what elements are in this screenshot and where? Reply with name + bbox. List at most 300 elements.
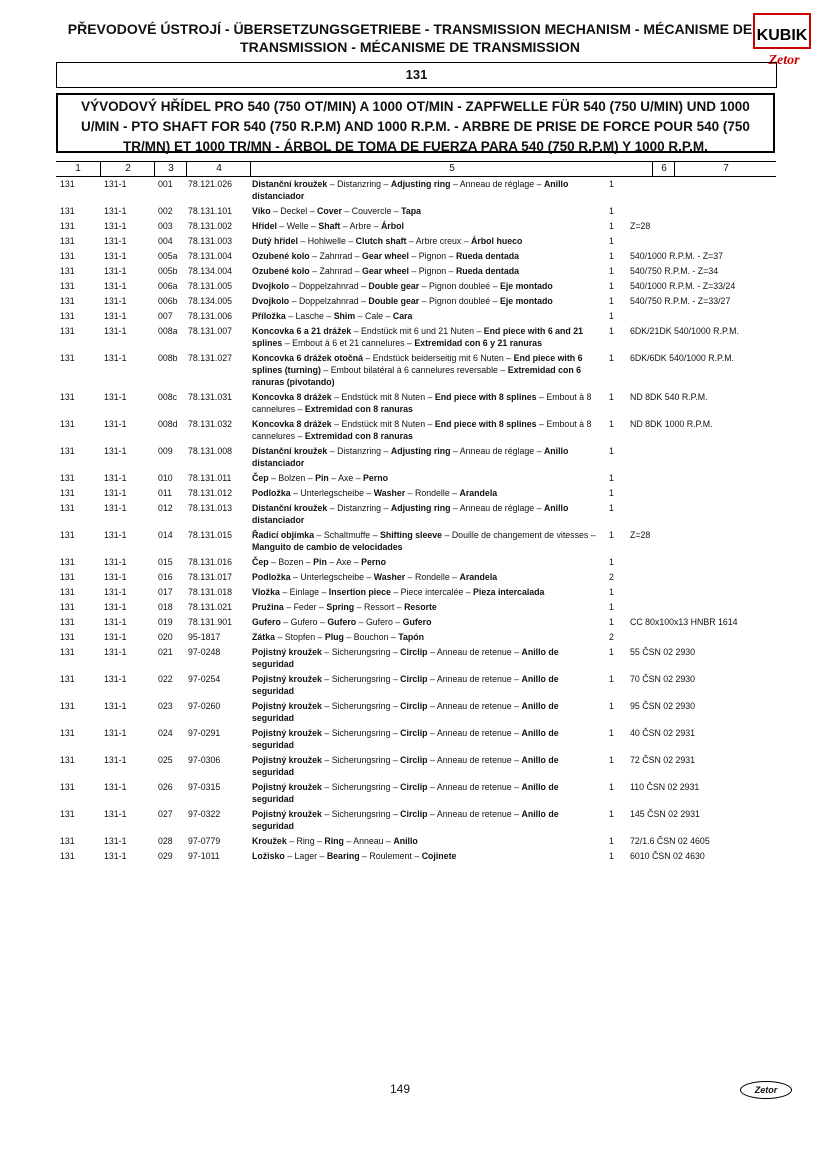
cell-quantity: 2: [609, 572, 614, 582]
cell-part-number: 97-0322: [188, 809, 221, 819]
cell-part-number: 78.134.004: [188, 266, 233, 276]
cell-part-number: 78.131.018: [188, 587, 233, 597]
cell-quantity: 1: [609, 266, 614, 276]
page-header: [60, 20, 760, 56]
cell-position: 003: [158, 221, 173, 231]
desc-es: Extremidad con 6 ranuras (pivotando): [252, 365, 582, 387]
cell-group: 131: [60, 632, 75, 642]
cell-position: 006a: [158, 281, 178, 291]
table-row: [56, 250, 776, 265]
cell-position: 005a: [158, 251, 178, 261]
desc-es: Pieza intercalada: [473, 587, 545, 597]
desc-de: Einlage: [289, 587, 320, 597]
table-row: [56, 472, 776, 487]
cell-subgroup: 131-1: [104, 503, 127, 513]
cell-subgroup: 131-1: [104, 221, 127, 231]
desc-cz: Pružina: [252, 602, 284, 612]
desc-cz: Vložka: [252, 587, 280, 597]
cell-group: 131: [60, 809, 75, 819]
cell-quantity: 2: [609, 632, 614, 642]
cell-quantity: 1: [609, 617, 614, 627]
cell-group: 131: [60, 782, 75, 792]
desc-en: Bearing: [326, 851, 360, 861]
table-row: [56, 529, 776, 556]
desc-es: Eje montado: [499, 281, 553, 291]
desc-es: Anillo de seguridad: [252, 647, 559, 669]
cell-group: 131: [60, 836, 75, 846]
cell-group: 131: [60, 674, 75, 684]
cell-group: 131: [60, 851, 75, 861]
table-row: [56, 220, 776, 235]
desc-es: Anillo de seguridad: [252, 674, 559, 696]
cell-subgroup: 131-1: [104, 836, 127, 846]
cell-description: Pojistný kroužek – Sicherungsring – Circlip – Anneau de retenue – Anillo de seguridad: [252, 809, 559, 831]
cell-note: ND 8DK 540 R.P.M.: [630, 392, 708, 402]
cell-position: 018: [158, 602, 173, 612]
title-line-1: VÝVODOVÝ HŘÍDEL PRO 540 (750 OT/MIN) A 1000 OT/MIN - ZAPFWELLE FÜR 540 (750 U/MIN) UND 1000: [81, 99, 750, 114]
cell-quantity: 1: [609, 809, 614, 819]
cell-description: Kroužek – Ring – Ring – Anneau – Anillo: [252, 836, 418, 846]
cell-note: 72/1.6 ČSN 02 4605: [630, 836, 710, 846]
cell-description: Koncovka 6 a 21 drážek – Endstück mit 6 und 21 Nuten – End piece with 6 and 21 splines – Embout à 6 et 21 cannelures – Extremidad con 6 y 21 ranuras: [252, 326, 584, 348]
cell-group: 131: [60, 326, 75, 336]
desc-es: Cojinete: [421, 851, 457, 861]
cell-note: ND 8DK 1000 R.P.M.: [630, 419, 713, 429]
cell-group: 131: [60, 392, 75, 402]
table-row: [56, 754, 776, 781]
desc-es: Resorte: [404, 602, 437, 612]
cell-subgroup: 131-1: [104, 266, 127, 276]
cell-quantity: 1: [609, 392, 614, 402]
desc-es: Anillo distanciador: [252, 179, 569, 201]
cell-position: 023: [158, 701, 173, 711]
cell-position: 005b: [158, 266, 178, 276]
desc-cz: Zátka: [252, 632, 275, 642]
desc-en: Insertion piece: [328, 587, 391, 597]
header-line-1: PŘEVODOVÉ ÚSTROJÍ - ÜBERSETZUNGSGETRIEBE - TRANSMISSION MECHANISM - MÉCANISME DE: [67, 21, 753, 37]
table-row: [56, 310, 776, 325]
cell-part-number: 95-1817: [188, 632, 221, 642]
table-row: [56, 616, 776, 631]
table-row: [56, 586, 776, 601]
desc-de: Ring: [296, 836, 315, 846]
desc-cz: Čep: [252, 473, 269, 483]
desc-cz: Hřídel: [252, 221, 277, 231]
desc-fr: Gufero: [365, 617, 393, 627]
desc-fr: Anneau: [353, 836, 384, 846]
desc-cz: Distanční kroužek: [252, 503, 328, 513]
table-row: [56, 325, 776, 352]
cell-group: 131: [60, 617, 75, 627]
desc-cz: Koncovka 6 a 21 drážek: [252, 326, 352, 336]
cell-quantity: 1: [609, 755, 614, 765]
cell-part-number: 78.131.016: [188, 557, 233, 567]
desc-cz: Gufero: [252, 617, 281, 627]
desc-es: Eje montado: [499, 296, 553, 306]
cell-quantity: 1: [609, 728, 614, 738]
col-1: 1: [75, 163, 81, 174]
cell-quantity: 1: [609, 674, 614, 684]
desc-en: Washer: [373, 572, 406, 582]
desc-de: Endstück mit 6 und 21 Nuten: [361, 326, 475, 336]
cell-subgroup: 131-1: [104, 281, 127, 291]
desc-de: Bolzen: [278, 473, 306, 483]
cell-subgroup: 131-1: [104, 236, 127, 246]
cell-description: Distanční kroužek – Distanzring – Adjusting ring – Anneau de réglage – Anillo distanciador: [252, 446, 569, 468]
desc-en: Circlip: [400, 674, 428, 684]
cell-subgroup: 131-1: [104, 728, 127, 738]
desc-fr: Ressort: [363, 602, 395, 612]
desc-cz: Pojistný kroužek: [252, 755, 322, 765]
cell-quantity: 1: [609, 206, 614, 216]
cell-group: 131: [60, 446, 75, 456]
col-6: 6: [652, 162, 675, 176]
cell-part-number: 78.131.006: [188, 311, 233, 321]
cell-position: 016: [158, 572, 173, 582]
desc-en: End piece with 8 splines: [434, 392, 537, 402]
cell-part-number: 97-0779: [188, 836, 221, 846]
desc-en: Clutch shaft: [355, 236, 407, 246]
desc-cz: Řadicí objímka: [252, 530, 315, 540]
cell-subgroup: 131-1: [104, 473, 127, 483]
desc-es: Arandela: [459, 572, 498, 582]
cell-description: Pojistný kroužek – Sicherungsring – Circlip – Anneau de retenue – Anillo de seguridad: [252, 755, 559, 777]
cell-subgroup: 131-1: [104, 602, 127, 612]
cell-position: 019: [158, 617, 173, 627]
cell-part-number: 78.121.026: [188, 179, 233, 189]
desc-de: Schaltmuffe: [323, 530, 371, 540]
cell-subgroup: 131-1: [104, 782, 127, 792]
desc-es: Anillo de seguridad: [252, 782, 559, 804]
cell-position: 027: [158, 809, 173, 819]
cell-part-number: 97-0260: [188, 701, 221, 711]
desc-en: Cover: [317, 206, 342, 216]
desc-fr: Douille de changement de vitesses: [451, 530, 589, 540]
cell-position: 008b: [158, 353, 178, 363]
desc-de: Unterlegscheibe: [300, 488, 364, 498]
cell-subgroup: 131-1: [104, 701, 127, 711]
cell-description: Čep – Bolzen – Pin – Axe – Perno: [252, 473, 388, 483]
desc-en: End piece with 8 splines: [434, 419, 537, 429]
cell-part-number: 78.131.012: [188, 488, 233, 498]
desc-cz: Koncovka 8 drážek: [252, 419, 332, 429]
cell-part-number: 97-0291: [188, 728, 221, 738]
cell-subgroup: 131-1: [104, 557, 127, 567]
desc-fr: Anneau de retenue: [436, 782, 512, 792]
desc-de: Sicherungsring: [331, 809, 391, 819]
desc-de: Lager: [294, 851, 318, 861]
page-number: 149: [390, 1082, 411, 1096]
cell-subgroup: 131-1: [104, 311, 127, 321]
table-row: [56, 673, 776, 700]
cell-note: 540/750 R.P.M. - Z=34: [630, 266, 719, 276]
col-2: 2: [100, 162, 155, 176]
cell-quantity: 1: [609, 251, 614, 261]
desc-cz: Pojistný kroužek: [252, 674, 322, 684]
desc-en: Double gear: [368, 281, 420, 291]
cell-position: 020: [158, 632, 173, 642]
desc-de: Endstück beiderseitig mit 6 Nuten: [372, 353, 504, 363]
cell-quantity: 1: [609, 530, 614, 540]
desc-cz: Koncovka 8 drážek: [252, 392, 332, 402]
cell-quantity: 1: [609, 851, 614, 861]
cell-part-number: 78.131.031: [188, 392, 233, 402]
desc-cz: Ozubené kolo: [252, 266, 310, 276]
desc-fr: Anneau de réglage: [459, 179, 535, 189]
cell-position: 026: [158, 782, 173, 792]
cell-group: 131: [60, 755, 75, 765]
col-3: 3: [154, 162, 187, 176]
cell-subgroup: 131-1: [104, 755, 127, 765]
desc-de: Doppelzahnrad: [298, 296, 359, 306]
cell-part-number: 78.131.013: [188, 503, 233, 513]
table-row: [56, 850, 776, 865]
cell-quantity: 1: [609, 602, 614, 612]
cell-subgroup: 131-1: [104, 674, 127, 684]
desc-en: Circlip: [400, 809, 428, 819]
table-row: [56, 631, 776, 646]
table-row: [56, 265, 776, 280]
cell-group: 131: [60, 266, 75, 276]
desc-fr: Anneau de réglage: [459, 446, 535, 456]
zetor-logo: Zetor: [740, 1081, 792, 1099]
cell-note: 95 ČSN 02 2930: [630, 701, 696, 711]
desc-fr: Arbre: [349, 221, 372, 231]
desc-fr: Anneau de retenue: [436, 755, 512, 765]
cell-quantity: 1: [609, 236, 614, 246]
desc-de: Gufero: [290, 617, 318, 627]
cell-description: Koncovka 8 drážek – Endstück mit 8 Nuten – End piece with 8 splines – Embout à 8 cannelures – Extremidad con 8 ranuras: [252, 392, 592, 414]
cell-part-number: 97-0254: [188, 674, 221, 684]
cell-quantity: 1: [609, 353, 614, 363]
table-row: [56, 502, 776, 529]
cell-part-number: 78.131.008: [188, 446, 233, 456]
cell-position: 028: [158, 836, 173, 846]
cell-position: 009: [158, 446, 173, 456]
cell-part-number: 78.131.011: [188, 473, 232, 483]
cell-note: 40 ČSN 02 2931: [630, 728, 696, 738]
desc-es: Extremidad con 8 ranuras: [304, 431, 413, 441]
cell-part-number: 78.131.005: [188, 281, 233, 291]
cell-part-number: 97-0248: [188, 647, 221, 657]
cell-group: 131: [60, 251, 75, 261]
cell-quantity: 1: [609, 311, 614, 321]
table-row: [56, 352, 776, 391]
cell-subgroup: 131-1: [104, 251, 127, 261]
desc-cz: Ozubené kolo: [252, 251, 310, 261]
cell-note: 540/1000 R.P.M. - Z=37: [630, 251, 723, 261]
desc-fr: Couvercle: [351, 206, 392, 216]
title-line-3: TR/MN) ET 1000 TR/MN - ÁRBOL DE TOMA DE FUERZA PARA 540 (750 R.P.M) Y 1000 R.P.M.: [123, 139, 708, 154]
desc-en: Plug: [324, 632, 344, 642]
table-row: [56, 808, 776, 835]
cell-subgroup: 131-1: [104, 353, 127, 363]
desc-es: Manguito de cambio de velocidades: [252, 542, 403, 552]
cell-subgroup: 131-1: [104, 179, 127, 189]
desc-fr: Anneau de retenue: [436, 701, 512, 711]
cell-description: Řadicí objímka – Schaltmuffe – Shifting sleeve – Douille de changement de vitesses – Manguito de cambio de velocidades: [252, 530, 596, 552]
desc-de: Doppelzahnrad: [298, 281, 359, 291]
table-row: [56, 205, 776, 220]
cell-quantity: 1: [609, 836, 614, 846]
desc-en: Adjusting ring: [390, 503, 451, 513]
table-row: [56, 295, 776, 310]
header-line-2: TRANSMISSION - MÉCANISME DE TRANSMISSION: [240, 39, 580, 55]
desc-cz: Dvojkolo: [252, 296, 290, 306]
cell-part-number: 78.131.027: [188, 353, 233, 363]
desc-es: Anillo de seguridad: [252, 701, 559, 723]
desc-es: Rueda dentada: [455, 251, 519, 261]
desc-es: Tapón: [398, 632, 424, 642]
cell-description: Ozubené kolo – Zahnrad – Gear wheel – Pignon – Rueda dentada: [252, 251, 519, 261]
desc-de: Deckel: [280, 206, 308, 216]
cell-quantity: 1: [609, 221, 614, 231]
cell-note: Z=28: [630, 221, 651, 231]
desc-cz: Distanční kroužek: [252, 446, 328, 456]
desc-es: Anillo de seguridad: [252, 809, 559, 831]
cell-quantity: 1: [609, 782, 614, 792]
table-row: [56, 418, 776, 445]
cell-note: 6DK/21DK 540/1000 R.P.M.: [630, 326, 739, 336]
cell-part-number: 78.131.021: [188, 602, 233, 612]
cell-subgroup: 131-1: [104, 206, 127, 216]
cell-note: 110 ČSN 02 2931: [630, 782, 700, 792]
cell-description: Pojistný kroužek – Sicherungsring – Circlip – Anneau de retenue – Anillo de seguridad: [252, 647, 559, 669]
cell-group: 131: [60, 557, 75, 567]
desc-fr: Axe: [338, 473, 354, 483]
desc-en: Gear wheel: [362, 266, 409, 276]
desc-fr: Anneau de retenue: [436, 647, 512, 657]
table-row: [56, 700, 776, 727]
desc-en: Adjusting ring: [390, 446, 451, 456]
cell-position: 017: [158, 587, 173, 597]
cell-subgroup: 131-1: [104, 392, 127, 402]
desc-fr: Piece intercalée: [400, 587, 464, 597]
desc-es: Extremidad con 8 ranuras: [304, 404, 413, 414]
desc-de: Bozen: [278, 557, 304, 567]
desc-en: Pin: [315, 473, 329, 483]
desc-en: Circlip: [400, 647, 428, 657]
cell-quantity: 1: [609, 557, 614, 567]
cell-subgroup: 131-1: [104, 809, 127, 819]
desc-de: Distanzring: [337, 179, 382, 189]
cell-subgroup: 131-1: [104, 617, 127, 627]
desc-es: Extremidad con 6 y 21 ranuras: [414, 338, 542, 348]
cell-position: 024: [158, 728, 173, 738]
desc-cz: Čep: [252, 557, 269, 567]
cell-subgroup: 131-1: [104, 530, 127, 540]
cell-note: 6010 ČSN 02 4630: [630, 851, 705, 861]
desc-fr: Pignon doubleé: [429, 296, 491, 306]
cell-note: 6DK/6DK 540/1000 R.P.M.: [630, 353, 734, 363]
desc-de: Feder: [293, 602, 317, 612]
desc-en: Shim: [333, 311, 356, 321]
cell-part-number: 97-1011: [188, 851, 220, 861]
cell-group: 131: [60, 503, 75, 513]
desc-en: Shifting sleeve: [379, 530, 443, 540]
title-line-2: U/MIN - PTO SHAFT FOR 540 (750 R.P.M) AND 1000 R.P.M. - ARBRE DE PRISE DE FORCE POUR 540 (750: [81, 119, 750, 134]
cell-group: 131: [60, 311, 75, 321]
cell-note: 540/1000 R.P.M. - Z=33/24: [630, 281, 736, 291]
cell-group: 131: [60, 572, 75, 582]
desc-es: Anillo: [393, 836, 418, 846]
cell-group: 131: [60, 179, 75, 189]
desc-es: Anillo de seguridad: [252, 728, 559, 750]
desc-en: End piece with 6 splines (turning): [252, 353, 583, 375]
cell-subgroup: 131-1: [104, 572, 127, 582]
desc-cz: Pojistný kroužek: [252, 809, 322, 819]
cell-group: 131: [60, 530, 75, 540]
cell-description: Zátka – Stopfen – Plug – Bouchon – Tapón: [252, 632, 424, 642]
cell-description: Podložka – Unterlegscheibe – Washer – Rondelle – Arandela: [252, 572, 498, 582]
desc-de: Sicherungsring: [331, 755, 391, 765]
desc-es: Anillo distanciador: [252, 503, 569, 525]
cell-description: Pojistný kroužek – Sicherungsring – Circlip – Anneau de retenue – Anillo de seguridad: [252, 701, 559, 723]
cell-quantity: 1: [609, 647, 614, 657]
desc-es: Rueda dentada: [455, 266, 519, 276]
cell-description: Víko – Deckel – Cover – Couvercle – Tapa: [252, 206, 422, 216]
desc-en: Washer: [373, 488, 406, 498]
desc-de: Unterlegscheibe: [300, 572, 364, 582]
cell-position: 012: [158, 503, 173, 513]
cell-group: 131: [60, 728, 75, 738]
cell-description: Pojistný kroužek – Sicherungsring – Circlip – Anneau de retenue – Anillo de seguridad: [252, 728, 559, 750]
cell-group: 131: [60, 602, 75, 612]
table-row: [56, 835, 776, 850]
desc-de: Zahnrad: [319, 266, 353, 276]
cell-description: Pojistný kroužek – Sicherungsring – Circlip – Anneau de retenue – Anillo de seguridad: [252, 674, 559, 696]
cell-group: 131: [60, 647, 75, 657]
desc-en: Double gear: [368, 296, 420, 306]
cell-note: 55 ČSN 02 2930: [630, 647, 696, 657]
cell-subgroup: 131-1: [104, 419, 127, 429]
desc-en: Gear wheel: [362, 251, 409, 261]
parts-table: [56, 178, 776, 865]
cell-subgroup: 131-1: [104, 647, 127, 657]
cell-description: Koncovka 8 drážek – Endstück mit 8 Nuten – End piece with 8 splines – Embout à 8 cannelures – Extremidad con 8 ranuras: [252, 419, 592, 441]
cell-group: 131: [60, 296, 75, 306]
page-title: [56, 93, 775, 153]
cell-position: 002: [158, 206, 173, 216]
logo-sub: Zetor: [768, 53, 800, 68]
table-row: [56, 601, 776, 616]
cell-subgroup: 131-1: [104, 446, 127, 456]
cell-quantity: 1: [609, 326, 614, 336]
cell-group: 131: [60, 419, 75, 429]
cell-position: 001: [158, 179, 173, 189]
cell-quantity: 1: [609, 473, 614, 483]
desc-de: Sicherungsring: [331, 701, 391, 711]
desc-de: Distanzring: [337, 503, 382, 513]
cell-subgroup: 131-1: [104, 326, 127, 336]
cell-quantity: 1: [609, 281, 614, 291]
desc-es: Anillo distanciador: [252, 446, 569, 468]
desc-es: Perno: [361, 557, 387, 567]
table-row: [56, 280, 776, 295]
cell-part-number: 78.131.901: [188, 617, 233, 627]
desc-cz: Dvojkolo: [252, 281, 290, 291]
desc-fr: Rondelle: [415, 572, 450, 582]
desc-en: Ring: [324, 836, 344, 846]
table-row: [56, 646, 776, 673]
desc-de: Sicherungsring: [331, 728, 391, 738]
cell-position: 004: [158, 236, 173, 246]
cell-description: Dvojkolo – Doppelzahnrad – Double gear – Pignon doubleé – Eje montado: [252, 281, 553, 291]
cell-description: Hřídel – Welle – Shaft – Arbre – Árbol: [252, 221, 404, 231]
column-header: [56, 161, 776, 177]
cell-note: CC 80x100x13 HNBR 1614: [630, 617, 738, 627]
cell-subgroup: 131-1: [104, 587, 127, 597]
